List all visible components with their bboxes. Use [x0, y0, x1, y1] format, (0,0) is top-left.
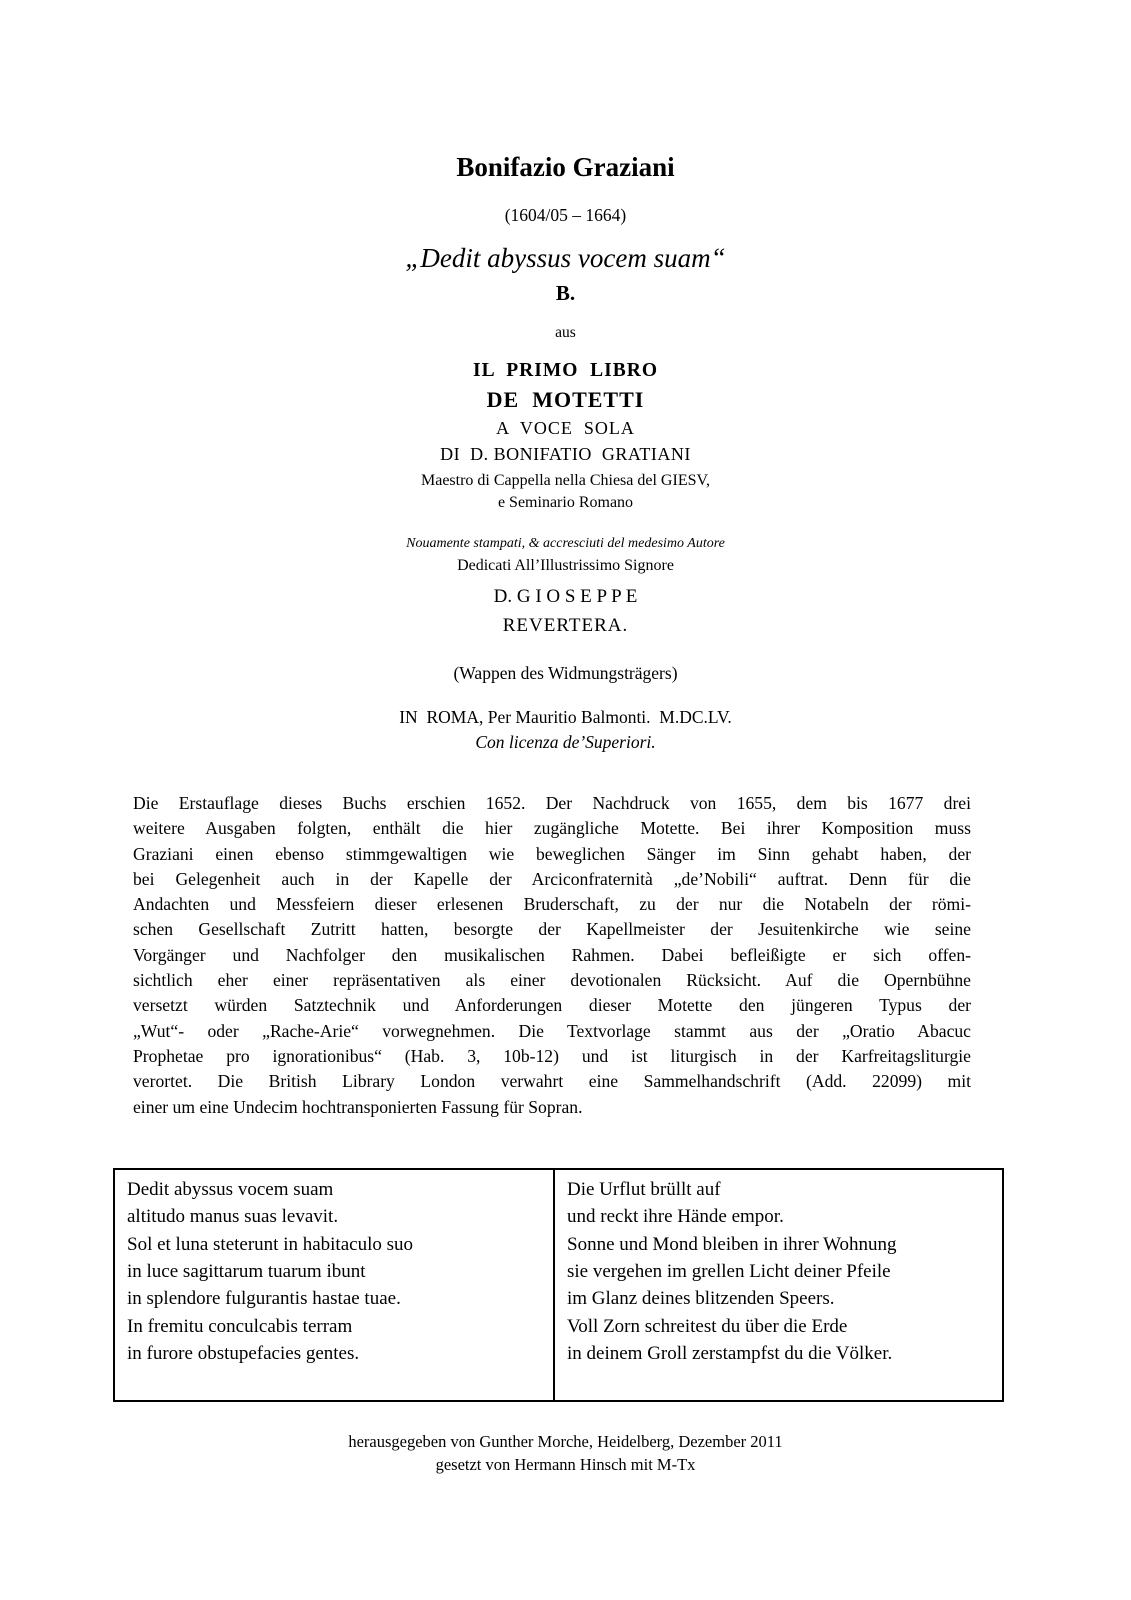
german-verse-line: in deinem Groll zerstampfst du die Völker. [567, 1343, 893, 1365]
composer-name: Bonifazio Graziani [456, 152, 675, 182]
colophon [0, 1430, 1131, 1476]
imprint-line: IN ROMA, Per Mauritio Balmonti. M.DC.LV. [399, 707, 732, 727]
german-text-cell [554, 1169, 1003, 1401]
german-verse-line: und reckt ihre Hände empor. [567, 1206, 784, 1228]
colophon-line-typesetter: gesetzt von Hermann Hinsch mit M-Tx [435, 1454, 696, 1474]
commentary-line: Prophetae pro ignorationibus“ (Hab. 3, 10b-12) und ist liturgisch in der Karfreitagsliturgie [133, 1045, 971, 1066]
latin-verse-line: altitudo manus suas levavit. [127, 1206, 339, 1228]
source-title-line-5: Maestro di Cappella nella Chiesa del GIESV, [421, 472, 710, 489]
latin-verse-line: in luce sagittarum tuarum ibunt [127, 1261, 366, 1283]
latin-verse-line: in splendore fulgurantis hastae tuae. [127, 1288, 401, 1310]
work-title: „Dedit abyssus vocem suam“ [405, 243, 726, 273]
commentary-line: versetzt würden Satztechnik und Anforderungen dieser Motette den jüngeren Typus der [133, 995, 971, 1016]
source-title-line-6: e Seminario Romano [497, 494, 634, 511]
commentary-line: bei Gelegenheit auch in der Kapelle der Arciconfraternità „de’Nobili“ auftrat. Denn für die [133, 868, 971, 889]
main-content [0, 791, 1131, 1402]
commentary-line: Andachten und Messfeiern dieser erlesenen Bruderschaft, zu der nur die Notabeln der römi- [133, 894, 971, 915]
dedication-surname: REVERTERA. [502, 615, 629, 636]
commentary-line: Vorgänger und Nachfolger den musikalischen Rahmen. Dabei befleißigte er sich offen- [133, 944, 971, 965]
table-row [114, 1169, 1003, 1401]
voice-part: B. [555, 281, 576, 305]
dedication-line-1: Nouamente stampati, & accresciuti del medesimo Autore [406, 536, 725, 551]
commentary-line: „Wut“- oder „Rache-Arie“ vorwegnehmen. Die Textvorlage stammt aus der „Oratio Abacuc [133, 1020, 971, 1041]
commentary-paragraph [133, 791, 971, 1120]
dedication-line-2: Dedicati All’Illustrissimo Signore [457, 557, 674, 574]
colophon-line-editor: herausgegeben von Gunther Morche, Heidelberg, Dezember 2011 [348, 1431, 783, 1451]
source-title-line-2: DE MOTETTI [486, 387, 645, 412]
composer-dates: (1604/05 – 1664) [504, 205, 627, 225]
coat-of-arms-note: (Wappen des Widmungsträgers) [453, 663, 678, 683]
source-title-line-1: IL PRIMO LIBRO [472, 360, 659, 381]
commentary-line: Die Erstauflage dieses Buchs erschien 1652. Der Nachdruck von 1655, dem bis 1677 drei [133, 793, 971, 813]
german-verse-line: Sonne und Mond bleiben in ihrer Wohnung [567, 1233, 897, 1255]
commentary-line: schen Gesellschaft Zutritt hatten, besorgte der Kapellmeister der Jesuitenkirche wie seine [133, 919, 971, 940]
german-verse-line: Voll Zorn schreitest du über die Erde [567, 1315, 848, 1337]
commentary-line: verortet. Die British Library London verwahrt eine Sammelhandschrift (Add. 22099) mit [133, 1071, 971, 1092]
title-block [0, 0, 1131, 754]
license-line: Con licenza de’Superiori. [475, 732, 656, 752]
german-verse-line: Die Urflut brüllt auf [567, 1178, 721, 1200]
commentary-line: einer um eine Undecim hochtransponierten Fassung für Sopran. [133, 1096, 583, 1117]
commentary-line: weitere Ausgaben folgten, enthält die hier zugängliche Motette. Bei ihrer Komposition muss [133, 818, 971, 839]
latin-verse-line: In fremitu conculcabis terram [127, 1315, 353, 1337]
dedication-name: D. G I O S E P P E [493, 586, 638, 607]
latin-verse-line: Dedit abyssus vocem suam [127, 1178, 334, 1200]
latin-verse-line: Sol et luna steterunt in habitaculo suo [127, 1233, 414, 1255]
german-verse-line: sie vergehen im grellen Licht deiner Pfeile [567, 1261, 891, 1283]
source-title-line-3: A VOCE SOLA [496, 418, 635, 438]
latin-german-text-table [113, 1168, 1004, 1402]
source-title-line-4: DI D. BONIFATIO GRATIANI [440, 444, 691, 464]
commentary-line: Graziani einen ebenso stimmgewaltigen wie beweglichen Sänger im Sinn gehabt haben, der [133, 843, 971, 864]
latin-text-cell [114, 1169, 554, 1401]
latin-verse-line: in furore obstupefacies gentes. [127, 1343, 360, 1365]
german-verse-line: im Glanz deines blitzenden Speers. [567, 1288, 835, 1310]
commentary-line: sichtlich eher einer repräsentativen als einer devotionalen Rücksicht. Auf die Opernbühne [133, 970, 971, 991]
aus-label: aus [555, 324, 576, 341]
